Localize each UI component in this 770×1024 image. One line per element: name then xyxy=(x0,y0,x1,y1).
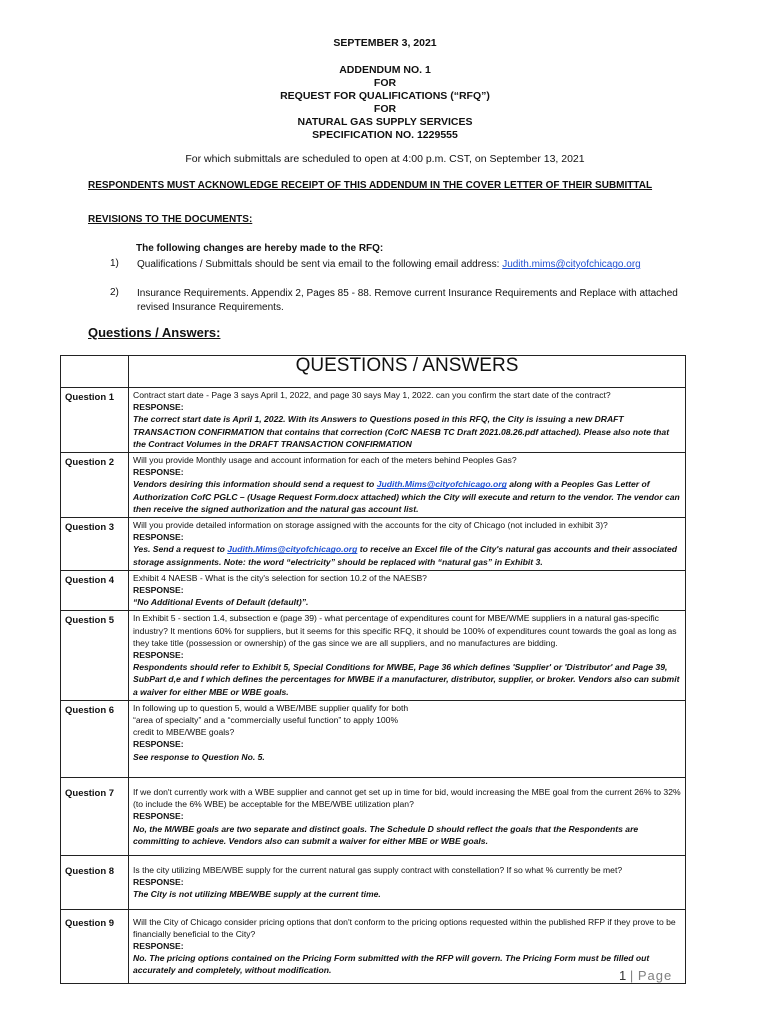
question-label: Question 5 xyxy=(61,611,129,700)
revision-item xyxy=(110,258,697,272)
document-date: SEPTEMBER 3, 2021 xyxy=(333,37,437,49)
qa-heading: Questions / Answers: xyxy=(88,325,221,340)
response-label: RESPONSE: xyxy=(133,402,184,413)
question-text: In Exhibit 5 - section 1.4, subsection e (page 39) - what percentage of expenditures count for MBE/WME suppliers in a natural gas-specific industry? It mentions 60% for suppliers, but it seems for this specific RFQ, it should be 100% of expenditures count towards the goal as long as they take title (possession or ownership) of the gas since we are all suppliers, and no manufactures are bidding. xyxy=(133,613,677,648)
response-text-end: along with a Peoples Gas Letter of Authorization CofC PGLC – (Usage Request Form.docx attached) which the City will execute and return to the vendor. The vendor can then receive the signed authorization and the natural gas account list. xyxy=(133,479,680,514)
response-label: RESPONSE: xyxy=(133,940,184,951)
qa-title-row xyxy=(61,356,686,388)
response-text: No, the M/WBE goals are two separate and distinct goals. The Schedule D should reflect the goals that the Respondents are committing to achieve. Vendors also can submit a waiver for either MBE or WBE goals. xyxy=(133,823,639,846)
table-row xyxy=(61,611,686,700)
response-label: RESPONSE: xyxy=(133,811,184,822)
response-label: RESPONSE: xyxy=(133,467,184,478)
response-text: “No Additional Events of Default (default)”. xyxy=(133,597,309,608)
response-text xyxy=(133,543,682,567)
response-text: No. The pricing options contained on the Pricing Form submitted with the RFP will govern. The Pricing Form must be filled out accurately and completely, without modification. xyxy=(133,953,650,976)
question-text: If we don't currently work with a WBE supplier and cannot get set up in time for bid, would increasing the MBE goal from the current 26% to 32% (to include the 6% WBE) be acceptable for the MBE/WBE utilization plan? xyxy=(133,786,681,810)
question-text-line: credit to MBE/WBE goals? xyxy=(133,727,235,738)
qa-cell xyxy=(129,777,686,855)
question-label: Question 2 xyxy=(61,453,129,518)
question-text: Will you provide Monthly usage and account information for each of the meters behind Peoples Gas? xyxy=(133,455,517,466)
qa-cell xyxy=(129,570,686,611)
revision-number: 1) xyxy=(110,258,119,269)
title-line: SPECIFICATION NO. 1229555 xyxy=(312,129,458,141)
response-text: See response to Question No. 5. xyxy=(133,751,265,762)
email-link[interactable]: Judith.mims@cityofchicago.org xyxy=(502,259,641,270)
revision-item xyxy=(110,287,697,315)
qa-cell xyxy=(129,700,686,777)
revision-number: 2) xyxy=(110,287,119,298)
qa-cell xyxy=(129,453,686,518)
email-link[interactable]: Judith.Mims@cityofchicago.org xyxy=(376,479,507,490)
table-row xyxy=(61,855,686,909)
title-line: FOR xyxy=(373,77,397,89)
revisions-heading: REVISIONS TO THE DOCUMENTS: xyxy=(88,214,253,225)
table-row xyxy=(61,700,686,777)
question-label: Question 1 xyxy=(61,388,129,453)
response-label: RESPONSE: xyxy=(133,585,184,596)
response-label: RESPONSE: xyxy=(133,877,184,888)
acknowledge-notice: RESPONDENTS MUST ACKNOWLEDGE RECEIPT OF THIS ADDENDUM IN THE COVER LETTER OF THEIR SUBMITTAL xyxy=(88,180,653,191)
table-row xyxy=(61,909,686,983)
table-row xyxy=(61,388,686,453)
qa-table-title: QUESTIONS / ANSWERS xyxy=(129,356,686,388)
table-row xyxy=(61,777,686,855)
question-label: Question 6 xyxy=(61,700,129,777)
response-text-end: to receive an Excel file of the City's natural gas accounts and their associated storage assignments. Note: the word “electricity” should be replaced with “natural gas” in Exhibit 3. xyxy=(133,544,678,567)
qa-cell xyxy=(129,388,686,453)
response-text-start: Yes. Send a request to xyxy=(133,544,228,555)
question-text-line: In following up to question 5, would a WBE/MBE supplier qualify for both xyxy=(133,702,409,713)
revision-text-body: Qualifications / Submittals should be sent via email to the following email address: xyxy=(137,259,503,270)
question-label: Question 4 xyxy=(61,570,129,611)
question-label: Question 8 xyxy=(61,855,129,909)
qa-cell xyxy=(129,909,686,983)
revisions-intro: The following changes are hereby made to the RFQ: xyxy=(136,243,384,254)
revision-text: Insurance Requirements. Appendix 2, Pages 85 - 88. Remove current Insurance Requirements and Replace with attached revised Insurance Requirements. xyxy=(137,288,678,313)
qa-cell xyxy=(129,855,686,909)
question-label: Question 7 xyxy=(61,777,129,855)
qa-title-spacer xyxy=(61,356,129,388)
question-label: Question 3 xyxy=(61,518,129,571)
table-row xyxy=(61,570,686,611)
response-text: Respondents should refer to Exhibit 5, Special Conditions for MWBE, Page 36 which defines 'Supplier' or 'Distributor' and Page 39, SubPart d,e and f which defines the percentages for MWBE if a manufacturer, distributor, supplier, or broker. Vendors also can submit a waiver for either MBE or WBE goals. xyxy=(133,662,680,697)
title-line: REQUEST FOR QUALIFICATIONS (“RFQ”) xyxy=(280,90,490,102)
page-word: Page xyxy=(637,968,673,983)
response-text xyxy=(133,478,682,515)
footer-separator: | xyxy=(629,968,635,983)
question-text: Contract start date - Page 3 says April 1, 2022, and page 30 says May 1, 2022. can you confirm the start date of the contract? xyxy=(133,390,611,400)
qa-cell xyxy=(129,611,686,700)
question-text: Will you provide detailed information on storage assigned with the accounts for the city of Chicago (not included in exhibit 3)? xyxy=(133,520,608,531)
response-label: RESPONSE: xyxy=(133,532,184,543)
response-label: RESPONSE: xyxy=(133,739,184,750)
question-text: Is the city utilizing MBE/WBE supply for the current natural gas supply contract with constellation? If so what % currently be met? xyxy=(133,864,623,875)
page-footer xyxy=(619,968,672,983)
title-line: ADDENDUM NO. 1 xyxy=(339,64,431,76)
qa-cell xyxy=(129,518,686,571)
response-text: The correct start date is April 1, 2022. With its Answers to Questions posed in this RFQ, the City is issuing a new DRAFT TRANSACTION CONFIRMATION that contains that correction (CofC NAESB TC Draft 2021.08.26.pdf attached). Please also note that the Contract Volumes in the DRAFT TRANSACTION CONFIRMATION xyxy=(133,414,670,449)
revision-text xyxy=(137,258,697,272)
question-label: Question 9 xyxy=(61,909,129,983)
email-link[interactable]: Judith.Mims@cityofchicago.org xyxy=(227,544,358,555)
submittal-open-note: For which submittals are scheduled to open at 4:00 p.m. CST, on September 13, 2021 xyxy=(185,153,585,165)
response-label: RESPONSE: xyxy=(133,650,184,661)
table-row xyxy=(61,518,686,571)
document-title xyxy=(0,64,770,142)
table-row xyxy=(61,453,686,518)
response-text: The City is not utilizing MBE/WBE supply at the current time. xyxy=(133,889,381,900)
title-line: NATURAL GAS SUPPLY SERVICES xyxy=(297,116,473,128)
question-text: Exhibit 4 NAESB - What is the city's selection for section 10.2 of the NAESB? xyxy=(133,572,427,583)
response-text-start: Vendors desiring this information should send a request to xyxy=(133,479,377,490)
question-text: Will the City of Chicago consider pricing options that don't conform to the pricing options requested within the published RFP if they prove to be financially beneficial to the City? xyxy=(133,916,676,939)
qa-table xyxy=(60,355,686,984)
question-text-line: “area of specialty” and a “commercially useful function” to apply 100% xyxy=(133,715,399,726)
title-line: FOR xyxy=(373,103,397,115)
page-number: 1 xyxy=(619,968,627,983)
